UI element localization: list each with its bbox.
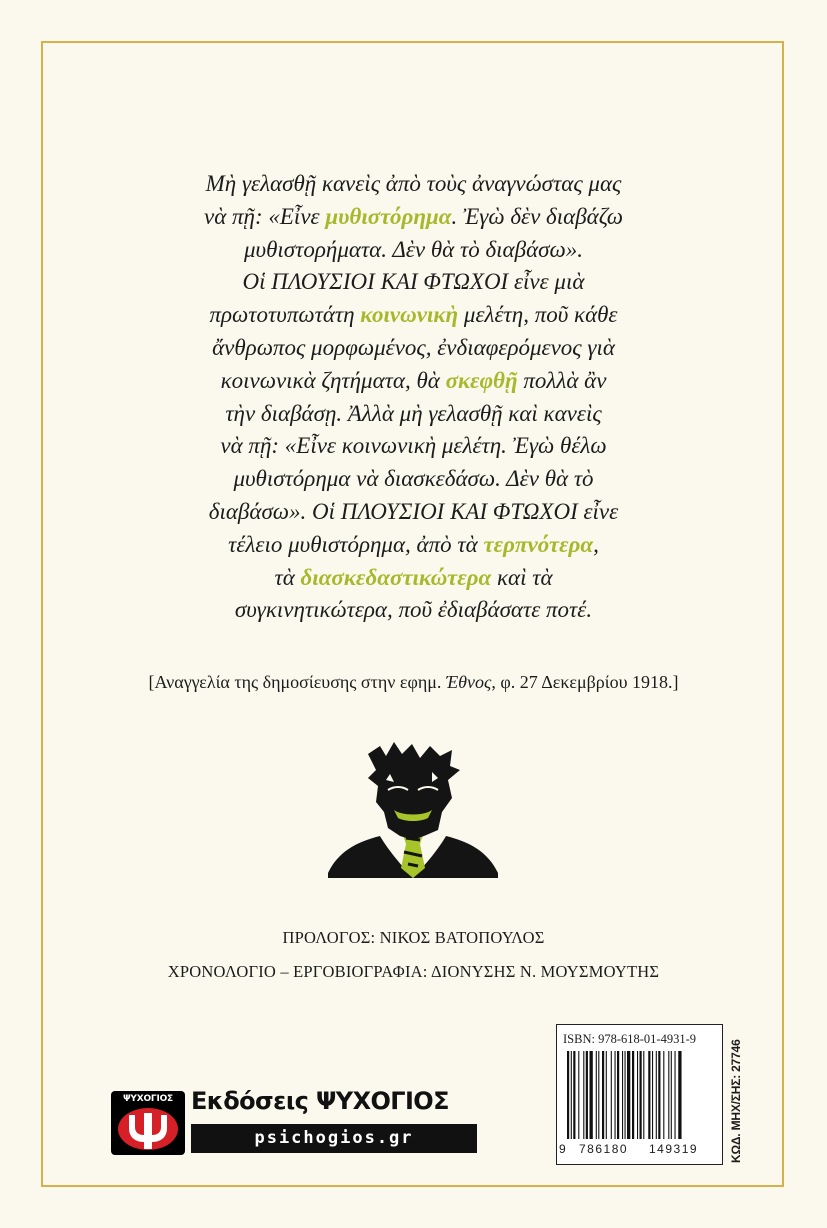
- barcode-bar: [598, 1051, 599, 1139]
- publisher-mark: [111, 1091, 185, 1155]
- blurb-line: [100, 266, 727, 299]
- credit-chronology: ΧΡΟΝΟΛΟΓΙΟ – ΕΡΓΟΒΙΟΓΡΑΦΙΑ: ΔΙΟΝΥΣΗΣ Ν. ΜΟΥΣΜΟΥΤΗΣ: [167, 962, 660, 981]
- barcode-bar: [668, 1051, 669, 1139]
- publisher-mark-text: ΨΥΧΟΓΙΟΣ: [122, 1094, 174, 1104]
- barcode-bar: [578, 1051, 579, 1139]
- blurb-line: [100, 562, 727, 595]
- blurb-line: [100, 332, 727, 365]
- blurb-segment: κοινωνικὰ ζητήματα, θὰ: [220, 367, 446, 393]
- blurb-segment: πρωτοτυπωτάτη: [209, 302, 361, 328]
- barcode-bar: [567, 1051, 569, 1139]
- blurb-highlight: διασκεδαστικώτερα: [300, 564, 492, 590]
- barcode-bar: [652, 1051, 653, 1139]
- barcode-bar: [622, 1051, 623, 1139]
- citation-suffix: , φ. 27 Δεκεμβρίου 1918.]: [491, 672, 679, 692]
- citation-prefix: [Αναγγελία της δημοσίευσης στην εφημ.: [148, 672, 446, 692]
- barcode-bar: [602, 1051, 604, 1139]
- barcode-bar: [658, 1051, 660, 1139]
- blurb-line: [100, 529, 727, 562]
- blurb-highlight: κοινωνικὴ: [360, 302, 459, 328]
- barcode-bar: [617, 1051, 619, 1139]
- blurb-highlight: σκεφθῇ: [445, 367, 518, 393]
- barcode-bar: [615, 1051, 616, 1139]
- barcode-digits-right: 149319: [649, 1142, 699, 1156]
- author-portrait-illustration: [328, 740, 498, 878]
- barcode-bar: [606, 1051, 607, 1139]
- barcode-bar: [663, 1051, 664, 1139]
- blurb-text: [100, 168, 727, 627]
- blurb-segment: μελέτη, ποῦ κάθε: [458, 302, 618, 328]
- isbn-text: ISBN: 978-618-01-4931-9: [563, 1032, 696, 1046]
- barcode-bar: [632, 1051, 634, 1139]
- publisher-name: Εκδόσεις ΨΥΧΟΓΙΟΣ: [191, 1087, 449, 1115]
- barcode-bar: [627, 1051, 630, 1139]
- barcode-bar: [625, 1051, 626, 1139]
- blurb-line: [100, 299, 727, 332]
- credit-prologue: ΠΡΟΛΟΓΟΣ: ΝΙΚΟΣ ΒΑΤΟΠΟΥΛΟΣ: [282, 928, 545, 947]
- blurb-segment: μυθιστορήματα. Δὲν θὰ τὸ διαβάσω».: [244, 236, 583, 262]
- barcode-bar: [671, 1051, 672, 1139]
- barcode-bar: [583, 1051, 584, 1139]
- psi-icon: [117, 1107, 179, 1151]
- blurb-line: [100, 496, 727, 529]
- blurb-segment: διαβάσω». Οἱ ΠΛΟΥΣΙΟΙ ΚΑΙ ΦΤΩΧΟΙ εἶνε: [208, 498, 619, 524]
- blurb-segment: Οἱ ΠΛΟΥΣΙΟΙ ΚΑΙ ΦΤΩΧΟΙ εἶνε μιὰ: [242, 269, 585, 295]
- blurb-highlight: μυθιστόρημα: [325, 203, 452, 229]
- barcode-bar: [678, 1051, 681, 1139]
- blurb-segment: μυθιστόρημα νὰ διασκεδάσω. Δὲν θὰ τὸ: [233, 466, 594, 492]
- barcode-bar: [675, 1051, 676, 1139]
- blurb-segment: ,: [593, 531, 599, 557]
- barcode-bar: [648, 1051, 650, 1139]
- barcode-bar: [586, 1051, 588, 1139]
- barcode-bar: [643, 1051, 644, 1139]
- barcode-bar: [611, 1051, 612, 1139]
- barcode-bar: [573, 1051, 575, 1139]
- blurb-line: [100, 365, 727, 398]
- blurb-segment: πολλὰ ἂν: [517, 367, 607, 393]
- blurb-segment: τέλειο μυθιστόρημα, ἀπὸ τὰ: [228, 531, 484, 557]
- barcode-bar: [656, 1051, 657, 1139]
- blurb-line: [100, 201, 727, 234]
- barcode-box: [556, 1024, 723, 1165]
- blurb-segment: τὴν διαβάσῃ. Ἀλλὰ μὴ γελασθῇ καὶ κανεὶς: [225, 400, 602, 426]
- blurb-segment: ἄνθρωπος μορφωμένος, ἐνδιαφερόμενος γιὰ: [212, 334, 615, 360]
- blurb-highlight: τερπνότερα: [483, 531, 594, 557]
- citation-newspaper: Έθνος: [445, 672, 492, 692]
- publisher-url[interactable]: psichogios.gr: [191, 1124, 477, 1153]
- barcode-bar: [640, 1051, 642, 1139]
- blurb-line: [100, 463, 727, 496]
- barcode-bar: [637, 1051, 638, 1139]
- barcode-bar: [571, 1051, 572, 1139]
- blurb-line: [100, 234, 727, 267]
- blurb-segment: νὰ πῇ: «Εἶνε: [204, 203, 326, 229]
- barcode-bar: [590, 1051, 593, 1139]
- blurb-segment: συγκινητικώτερα, ποῦ ἐδιαβάσατε ποτέ.: [234, 597, 593, 623]
- barcode-digits-left: 786180: [579, 1142, 629, 1156]
- blurb-segment: . Ἐγὼ δὲν διαβάζω: [451, 203, 623, 229]
- barcode-bars: [567, 1051, 714, 1145]
- barcode-digit-first: 9: [559, 1142, 566, 1156]
- blurb-line: [100, 168, 727, 201]
- product-code-vertical: ΚΩΔ. ΜΗΧ/ΣΗΣ: 27746: [729, 1039, 743, 1163]
- blurb-segment: καὶ τὰ: [491, 564, 553, 590]
- blurb-segment: νὰ πῇ: «Εἶνε κοινωνικὴ μελέτη. Ἐγὼ θέλω: [220, 433, 607, 459]
- blurb-line: [100, 430, 727, 463]
- blurb-line: [100, 398, 727, 431]
- blurb-segment: τὰ: [274, 564, 301, 590]
- barcode-bar: [596, 1051, 597, 1139]
- blurb-line: [100, 594, 727, 627]
- citation: [60, 672, 767, 693]
- blurb-segment: Μὴ γελασθῇ κανεὶς ἀπὸ τοὺς ἀναγνώστας μας: [205, 171, 622, 196]
